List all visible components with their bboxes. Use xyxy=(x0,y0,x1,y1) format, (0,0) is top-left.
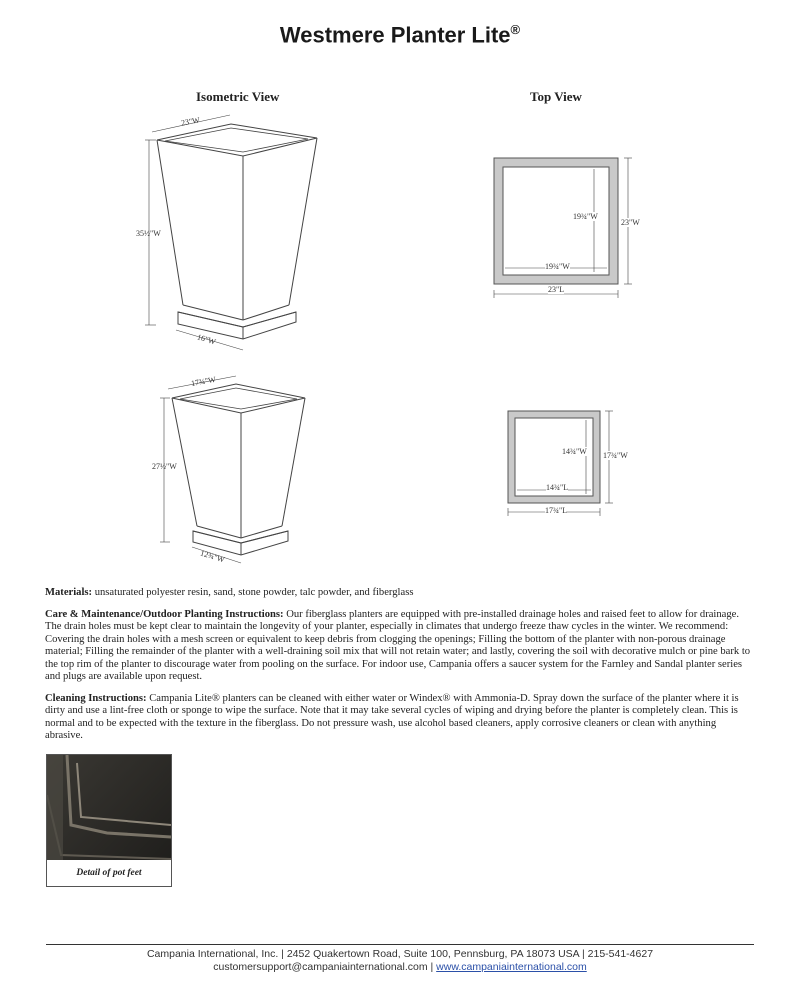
cleaning-label: Cleaning Instructions: xyxy=(45,693,147,704)
registered-mark: ® xyxy=(510,22,521,37)
small-top-outer-length: 17¾"L xyxy=(545,506,568,515)
care-label: Care & Maintenance/Outdoor Planting Instructions: xyxy=(45,609,284,620)
large-iso-base-width: 16"W xyxy=(196,332,217,347)
cleaning-text: Campania Lite® planters can be cleaned with either water or Windex® with Ammonia-D. Spray down the surface of the planter where it is dirty and use a lint-free cloth or sponge to wipe the surface. Note that it may take several cycles of wiping and drying before the planter is completely clean. This is normal and to be expected with the texture in the fiberglass. Do not pressure wash, use alcohol based cleaners, apply corrosive cleaners or clean with anything abrasive. xyxy=(45,693,739,742)
footer-divider xyxy=(46,944,754,945)
materials-paragraph xyxy=(45,587,755,599)
large-top-inner-length: 19¾"W xyxy=(545,262,570,271)
small-top-inner-width: 14¾"W xyxy=(562,447,587,456)
large-iso-height: 35½"W xyxy=(136,229,161,238)
small-iso-height: 27½"W xyxy=(152,462,177,471)
large-top-inner-width: 19¾"W xyxy=(573,212,598,221)
care-text: Our fiberglass planters are equipped with pre-installed drainage holes and raised feet to allow for drainage. The drain holes must be kept clear to maintain the longevity of your planter, especially in climates that undergo freeze thaw cycles in the winter. We recommend: Covering the drain holes with a mesh screen or equivalent to keep debris from clogging the openings; Filling the bottom of the planter with non-porous drainage material; Filling the remainder of the planter with a well-draining soil mix that will not retain water; and lastly, covering the soil with decorative mulch or pine bark to the top rim of the planter to discourage water from pooling on the surface. For indoor use, Campania offers a saucer system for the Farnley and Sandal planter series and plugs are available upon request. xyxy=(45,609,751,683)
large-planter-isometric xyxy=(145,115,317,350)
website-link[interactable]: www.campaniainternational.com xyxy=(436,961,587,973)
large-top-outer-length: 23"L xyxy=(548,285,565,294)
materials-text: unsaturated polyester resin, sand, stone powder, talc powder, and fiberglass xyxy=(92,587,414,598)
small-iso-top-width: 17¾"W xyxy=(190,374,217,389)
small-planter-top-view xyxy=(508,411,613,516)
isometric-view-heading: Isometric View xyxy=(196,89,280,104)
small-planter-isometric xyxy=(160,376,305,563)
pot-feet-detail-photo xyxy=(46,754,172,887)
large-planter-top-view xyxy=(494,158,632,298)
footer-email: customersupport@campaniainternational.com | xyxy=(213,961,437,973)
footer-contact xyxy=(0,961,800,973)
care-paragraph xyxy=(45,609,755,683)
photo-caption: Detail of pot feet xyxy=(47,860,171,886)
footer-address: Campania International, Inc. | 2452 Quakertown Road, Suite 100, Pennsburg, PA 18073 USA | 215-541-4627 xyxy=(146,948,654,960)
top-view-heading: Top View xyxy=(530,89,582,104)
small-top-inner-length: 14¾"L xyxy=(546,483,569,492)
small-iso-base-width: 12¾"W xyxy=(199,548,226,565)
small-top-outer-width: 17¾"W xyxy=(603,451,628,460)
cleaning-paragraph xyxy=(45,693,755,743)
title-text: Westmere Planter Lite xyxy=(279,22,511,48)
large-iso-top-width: 23"W xyxy=(180,115,201,128)
large-top-outer-width: 23"W xyxy=(621,218,640,227)
materials-label: Materials: xyxy=(45,587,93,598)
